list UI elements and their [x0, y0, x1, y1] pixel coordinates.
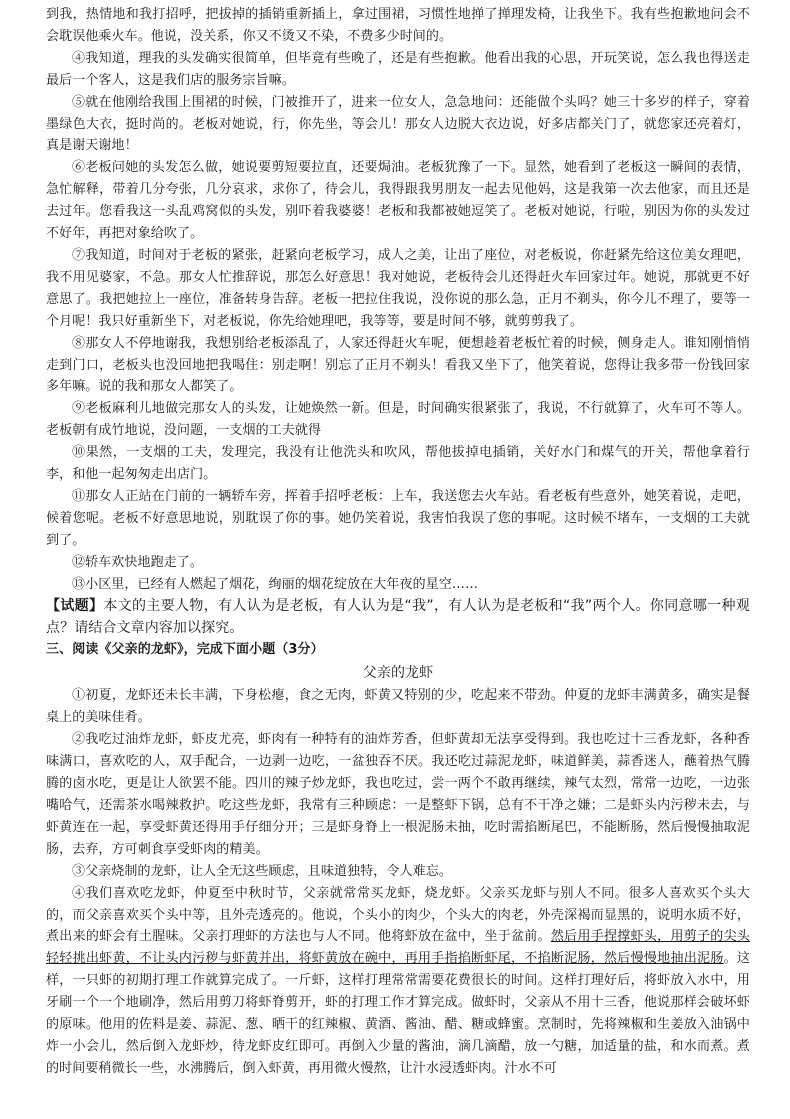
lobster-paragraph-1: ①初夏，龙虾还未长丰满，下身松瘪，食之无肉，虾黄又特别的少，吃起来不带劲。仲夏的龙虾丰满黄多，确实是餐桌上的美味佳肴。 — [46, 688, 750, 726]
passage-title: 父亲的龙虾 — [362, 665, 434, 682]
story-paragraph-4: ④我知道，理我的头发确实很简单，但毕竟有些晚了，还是有些抱歉。他看出我的心思，开玩笑说，怎么我也得送走最后一个客人，这是我们店的服务宗旨嘛。 — [46, 50, 750, 88]
story-paragraph-12: ⑫轿车欢快地跑走了。 — [72, 554, 204, 570]
question-text: 本文的主要人物，有人认为是老板，有人认为是“我”，有人认为是老板和“我”两个人。你同意哪一种观点？请结合文章内容加以探究。 — [46, 598, 750, 637]
story-paragraph-11: ⑪那女人正站在门前的一辆轿车旁，挥着手招呼老板：上车，我送您去火车站。看老板有些意外，她笑着说，走吧，候着您呢。老板不好意思地说，别耽误了你的事。她仍笑着说，我害怕我误了您的事呢。这时候不堵车，一支烟的工夫就到了。 — [46, 488, 750, 548]
story-paragraph-9: ⑨老板麻利儿地做完那女人的头发，让她焕然一新。但是，时间确实很紧张了，我说，不行就算了，火车可不等人。老板朝有成竹地说，没问题，一支烟的工夫就得 — [46, 401, 750, 439]
story-paragraph-10: ⑩果然，一支烟的工夫，发理完，我没有让他洗头和吹风，帮他拔掉电插销，关好水门和煤气的开关，帮他拿着行李，和他一起匆匆走出店门。 — [46, 445, 750, 483]
lobster-paragraph-4-end: 。这样，一只虾的初期打理工作就算完成了。一斤虾，这样打理常常需要花费很长的时间。这样打理好后，将虾放入水中，用牙刷一个一个地刷净，然后用剪刀将虾脊剪开，虾的打理工作才算完成。做虾时，父亲从不用十三香，他说那样会破坏虾的原味。他用的佐料是姜、蒜泥、葱、晒干的红辣椒、黄酒、酱油、醋、糖或蜂蜜。烹制时，先将辣椒和生姜放入油锅中炸一小会儿，然后倒入龙虾炒，待龙虾皮红即可。再倒入少量的酱油，滴几滴醋，放一勺糖，加适量的盐，和水而煮。煮的时间要稍微长一些，水沸腾后，倒入虾黄，再用微火慢熬，让汁水浸透虾肉。汁水不可 — [46, 951, 750, 1076]
question-block — [46, 595, 750, 639]
underlined-sentence: 然后用手捏撑虾头，用剪子的尖头轻轻挑出虾黄，不让头内污秽与虾黄并出，将虾黄放在碗中，再用手指掐断虾尾，不掐断泥肠，然后慢慢地抽出泥肠 — [46, 929, 750, 967]
story-paragraph-3-cont: 到我，热情地和我打招呼，把拔掉的插销重新插上，拿过围裙，习惯性地掸了掸理发椅，让我坐下。我有些抱歉地问会不会耽误他乘火车。他说，没关系，你又不烫又不染，不费多少时间的。 — [46, 7, 750, 44]
story-paragraph-13: ⑬小区里，已经有人燃起了烟花，绚丽的烟花绽放在大年夜的星空…… — [72, 576, 479, 592]
story-paragraph-7: ⑦我知道，时间对于老板的紧张，赶紧向老板学习，成人之美，让出了座位，对老板说，你赶紧先给这位美女理吧，我不用见婆家，不急。那女人忙推辞说，那怎么好意思！我对她说，老板待会儿还得赶火车回家过年。她说，那就更不好意思了。我把她拉上一座位，准备转身告辞。老板一把拉住我说，没你说的那么急，正月不剃头，你今儿不理了，要等一个月呢！我只好重新坐下，对老板说，你先给她理吧，我等等，要是时间不够，就剪剪我了。 — [46, 247, 750, 329]
question-tag: 【试题】 — [46, 598, 104, 615]
section-heading: 三、阅读《父亲的龙虾》，完成下面小题（3分） — [46, 642, 324, 658]
lobster-paragraph-4 — [46, 883, 750, 1080]
story-paragraph-8: ⑧那女人不停地谢我，我想别给老板添乱了，人家还得赶火车呢，便想趁着老板忙着的时候，侧身走人。谁知刚悄悄走到门口，老板头也没回地把我喝住：别走啊！别忘了正月不剃头！看我又坐下了，他笑着说，您得让我多带一份钱回家多年嘛。说的我和那女人都笑了。 — [46, 335, 750, 395]
lobster-paragraph-4-start: ④我们喜欢吃龙虾，仲夏至中秋时节，父亲就常常买龙虾，烧龙虾。父亲买龙虾与别人不同。很多人喜欢买个头大的，而父亲喜欢买个头中等，且外壳透亮的。他说，个头小的肉少，个头大的肉老，外壳深褐而显黑的，说明水质不好，煮出来的虾会有土腥味。父亲打理虾的方法也与人不同。他将虾放在盆中，坐于盆前。 — [46, 885, 750, 945]
story-paragraph-6: ⑥老板问她的头发怎么做，她说要剪短要拉直，还要焗油。老板犹豫了一下。显然，她看到了老板这一瞬间的表情，急忙解释，带着几分夸张，几分哀求，求你了，待会儿，我得跟我男朋友一起去见他妈，这是我第一次去他家，而且还是去过年。您看我这一头乱鸡窝似的头发，别吓着我婆婆！老板和我都被她逗笑了。老板对她说，行啦，别因为你的头发过不好年，再把对象给吹了。 — [46, 160, 750, 242]
lobster-paragraph-2: ②我吃过油炸龙虾，虾皮尤亮，虾肉有一种特有的油炸芳香，但虾黄却无法享受得到。我也吃过十三香龙虾，各种香味满口，喜欢吃的人，双手配合，一边剥一边吃，一盆独吞不厌。我还吃过蒜泥龙虾，味道鲜美，蒜香迷人，蘸着热气腾腾的卤水吃，更是让人欲罢不能。四川的辣子炒龙虾，我也吃过，尝一两个不敢再继续，辣气太烈，常常一边吃，一边张嘴哈气，还需茶水喝辣救护。吃这些龙虾，我常有三种顾虑：一是整虾下锅，总有不干净之嫌；二是虾头内污秽未去，与虾黄连在一起，享受虾黄还得用手仔细分开；三是虾身脊上一根泥肠未抽，吃时需掐断尾巴，不能断肠，然后慢慢抽取泥肠，去弃，方可刺食享受虾肉的精美。 — [46, 732, 750, 857]
story-paragraph-5: ⑤就在他刚给我围上围裙的时候，门被推开了，进来一位女人，急急地问：还能做个头吗？她三十多岁的样子，穿着墨绿色大衣，挺时尚的。老板对她说，行，你先坐，等会儿！那女人边脱大衣边说，好多店都关门了，就您家还亮着灯，真是谢天谢地！ — [46, 94, 750, 154]
lobster-paragraph-3: ③父亲烧制的龙虾，让人全无这些顾虑，且味道独特，令人难忘。 — [72, 863, 452, 879]
